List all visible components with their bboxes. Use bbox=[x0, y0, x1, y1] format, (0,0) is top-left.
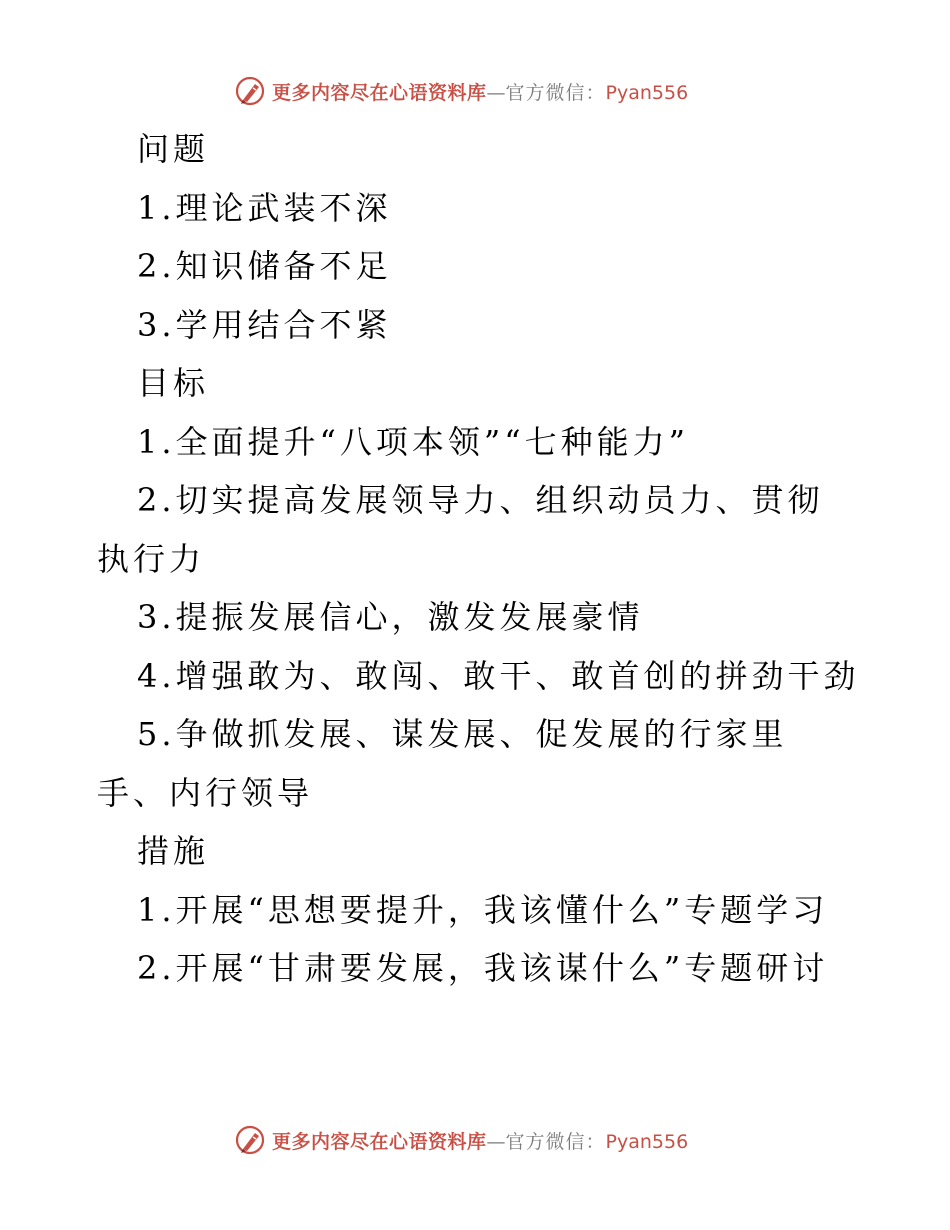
watermark-text bbox=[272, 78, 688, 105]
header-watermark bbox=[234, 73, 688, 109]
list-item: 4.增强敢为、敢闯、敢干、敢首创的拼劲干劲 bbox=[137, 656, 860, 695]
list-item: 2.知识储备不足 bbox=[137, 247, 392, 285]
list-item: 1.全面提升“八项本领”“七种能力” bbox=[137, 422, 689, 461]
watermark-id: Pyan556 bbox=[605, 1130, 689, 1153]
section-heading: 目标 bbox=[137, 364, 210, 402]
pen-logo-icon bbox=[234, 75, 266, 107]
watermark-side: 官方微信： bbox=[505, 1130, 606, 1153]
section-heading: 问题 bbox=[137, 130, 210, 168]
watermark-text bbox=[272, 1127, 688, 1154]
watermark-main: 更多内容尽在心语资料库 bbox=[272, 1130, 487, 1153]
watermark-main: 更多内容尽在心语资料库 bbox=[272, 81, 487, 104]
list-item: 2.切实提高发展领导力、组织动员力、贯彻执行力 bbox=[97, 481, 824, 578]
watermark-side: 官方微信： bbox=[505, 81, 606, 104]
document-body bbox=[97, 120, 860, 998]
footer-watermark bbox=[234, 1122, 688, 1158]
list-item: 1.理论武装不深 bbox=[137, 188, 392, 227]
watermark-dash: — bbox=[486, 81, 506, 104]
watermark-id: Pyan556 bbox=[605, 81, 689, 104]
watermark-dash: — bbox=[486, 1130, 506, 1153]
list-item: 3.提振发展信心，激发发展豪情 bbox=[137, 598, 644, 636]
pen-logo-icon bbox=[234, 1124, 266, 1156]
list-item: 2.开展“甘肃要发展，我该谋什么”专题研讨 bbox=[137, 949, 829, 987]
list-item: 3.学用结合不紧 bbox=[137, 305, 392, 344]
section-heading: 措施 bbox=[137, 832, 210, 870]
list-item: 1.开展“思想要提升，我该懂什么”专题学习 bbox=[137, 890, 829, 929]
list-item: 5.争做抓发展、谋发展、促发展的行家里手、内行领导 bbox=[97, 715, 788, 812]
